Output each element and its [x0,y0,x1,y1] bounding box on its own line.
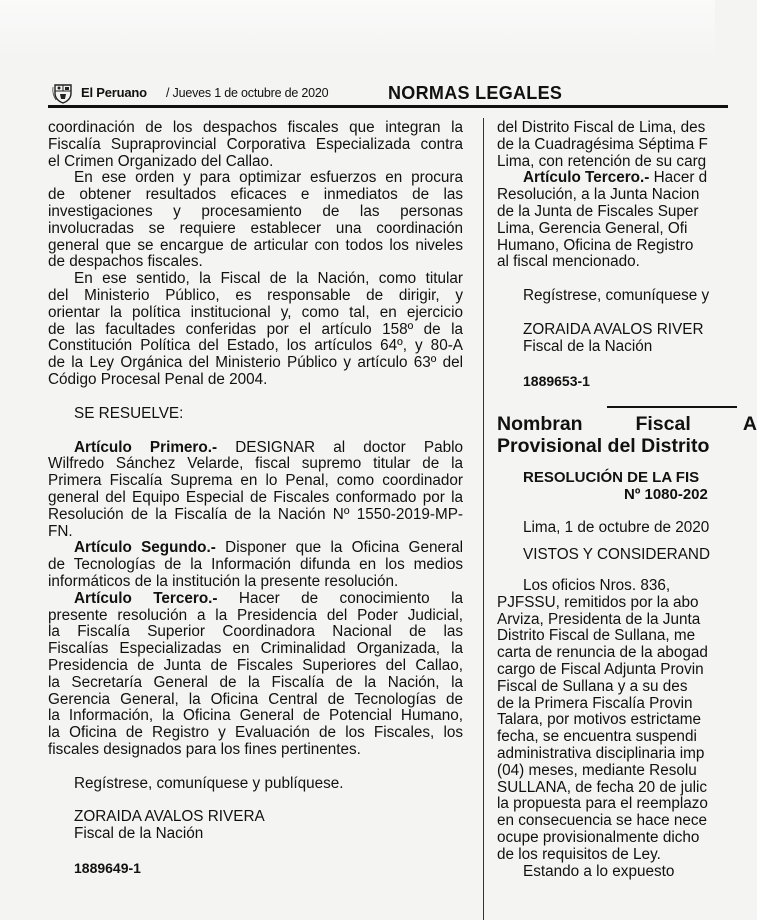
signer-name: ZORAIDA AVALOS RIVERA [74,808,265,826]
text-line: Estando a lo expuesto [523,862,675,880]
article-tercero [497,170,737,271]
text-line: Arviza, Presidenta de la Junta [497,610,701,628]
text-line: la Secretaría General de la Fiscalía de la Nación, la [48,673,463,691]
text-line: Fiscal de Sullana y a su des [497,677,688,695]
text-line: el Crimen Organizado del Callao. [48,152,274,170]
text-line: Humano, Oficina de Registro [497,236,694,254]
text-line: de la Ley Orgánica del Ministerio Público y artículo 63º del [48,354,463,372]
article-primero [48,440,463,541]
spacer [497,305,737,322]
spacer [497,503,737,520]
paragraph-orden [48,170,463,271]
spacer [497,564,737,578]
text-line: Resolución, a la Junta Nacion [497,186,700,204]
text-line: la propuesta para el reemplazo [497,795,708,813]
text-line: Wilfredo Sánchez Velarde, fiscal supremo titular de la [48,455,463,473]
article-label: Artículo Tercero.- [74,589,218,607]
text-line: de los requisitos de Ley. [497,845,661,863]
paragraph-oficios [497,578,737,864]
text-line: Fiscalías Especializadas en Criminalidad Organizada, la [48,640,463,658]
text-line: orientar la política institucional y, como tal, en ejercicio [48,303,463,321]
closing-formula: Regístrese, comuníquese y publíquese. [74,774,344,792]
article-segundo [48,540,463,590]
publication-code: 1889653-1 [523,372,590,389]
text-line: Lima, con retención de su carg [497,152,707,170]
text-line: de Tecnologías de la Información difunda en los medios [48,556,463,574]
text-line: Los oficios Nros. 836, [523,576,671,594]
text-line: del Distrito Fiscal de Lima, des [497,119,706,136]
text-line: coordinación de los despachos fiscales que integran la [48,119,463,136]
text-line: Lima, Gerencia General, Ofi [497,219,688,237]
publication-code: 1889649-1 [74,860,141,877]
spacer [48,759,463,776]
text-line: Gerencia General, la Oficina Central de Tecnologías de [48,690,463,708]
spacer [48,423,463,440]
text-line: investigaciones y procesamiento de las personas [48,202,463,220]
text-line: general del Equipo Especial de Fiscales conformado por la [48,488,463,506]
text-line: ocupe provisionalmente dicho [497,828,700,846]
text-line: la Fiscalía Superior Coordinadora Nacional de las [48,623,463,641]
article-label: Artículo Tercero.- [523,169,650,187]
text-line [48,440,463,457]
article-label: Artículo Primero.- [74,438,218,456]
text-line: del Ministerio Público, es responsable de dirigir, y [48,286,463,304]
text-line: (04) meses, mediante Resolu [497,761,697,779]
publication-date: / Jueves 1 de octubre de 2020 [166,86,329,100]
resolution-title: RESOLUCIÓN DE LA FIS [523,469,700,487]
text-line: administrativa disciplinaria imp [497,744,705,762]
peru-coat-of-arms-icon [53,82,73,104]
text-line: Presidencia de Junta de Fiscales Superiores del Callao, [48,656,463,674]
signer-title: Fiscal de la Nación [523,337,653,355]
text-line: carta de renuncia de la abogad [497,644,708,662]
text-line: fiscales designados para los fines pertinentes. [48,740,361,758]
spacer [497,271,737,288]
signer-title: Fiscal de la Nación [74,825,204,843]
text-line: Código Procesal Penal de 2004. [48,370,268,388]
headline-line: Nombran Fiscal A [497,413,757,436]
text-line: Resolución de la Fiscalía de la Nación Nº 1550-2019-MP- [48,505,463,523]
resolution-date: Lima, 1 de octubre de 2020 [523,519,710,537]
text-line: en consecuencia se hace nece [497,812,708,830]
publication-name: El Peruano [81,85,147,100]
text-line: FN. [48,522,73,540]
closing-formula: Regístrese, comuníquese y [523,287,710,305]
headline-line: Provisional del Distrito [497,435,710,458]
text-line [497,170,737,187]
right-column [497,119,757,880]
article-text: DESIGNAR al doctor Pablo [217,438,463,456]
paragraph-continued [497,120,737,170]
text-line: PJFSSU, remitidos por la abo [497,593,699,611]
article-text: Hacer d [649,169,708,187]
header-rule [48,105,728,108]
article-text: Hacer de conocimiento la [217,589,463,607]
column-divider [483,118,484,920]
page-top-margin [0,0,715,60]
vistos-heading: VISTOS Y CONSIDERAND [523,546,711,564]
text-line [48,591,463,608]
left-column [48,120,463,877]
text-line: Distrito Fiscal de Sullana, me [497,627,696,645]
spacer [48,843,463,860]
text-line: la Información, la Oficina General de Potencial Humano, [48,707,463,725]
article-text: Disponer que la Oficina General [215,539,463,557]
text-line: al fiscal mencionado. [497,253,640,271]
text-line: de despachos fiscales. [48,253,203,271]
article-tercero [48,591,463,759]
article-label: Artículo Segundo.- [74,539,216,557]
text-line: SULLANA, de fecha 20 de julic [497,778,708,796]
text-line: involucradas se requiere establecer una coordinación [48,219,463,237]
spacer [497,457,737,469]
text-line: la Oficina de Registro y Evaluación de los Fiscales, los [48,724,463,742]
text-line: de la Junta de Fiscales Super [497,202,699,220]
text-line: de la Cuadragésima Séptima F [497,135,708,153]
text-line: general que se encargue de articular con todos los niveles [48,236,463,254]
paragraph-sentido [48,271,463,389]
text-line: de las facultades conferidas por el artículo 158º de la [48,320,463,338]
text-line: fecha, se encuentra suspendi [497,728,697,746]
spacer [48,792,463,809]
spacer [497,356,737,373]
text-line: informáticos de la institución la presente resolución. [48,572,399,590]
text-line: En ese sentido, la Fiscal de la Nación, como titular [74,270,463,288]
text-line: de la Primera Fiscalía Provin [497,694,693,712]
text-line: En ese orden y para optimizar esfuerzos en procura [74,169,463,187]
se-resuelve: SE RESUELVE: [74,404,184,422]
signer-name: ZORAIDA AVALOS RIVER [523,320,704,338]
text-line: Fiscalía Supraprovincial Corporativa Especializada contra [48,135,463,153]
text-line: Constitución Política del Estado, los artículos 64º, y 80-A [48,337,463,355]
text-line: cargo de Fiscal Adjunta Provin [497,660,704,678]
text-line: de obtener resultados eficaces e inmediatos de las [48,186,463,204]
page-header [48,80,728,106]
text-line: presente resolución a la Presidencia del Poder Judicial, [48,606,463,624]
spacer [48,389,463,406]
text-line [48,540,463,557]
resolution-number: Nº 1080-202 [624,486,708,504]
section-title: NORMAS LEGALES [388,83,563,103]
paragraph-intro [48,120,463,170]
text-line: Primera Fiscalía Suprema en lo Penal, como coordinador [48,472,463,490]
text-line: Talara, por motivos estrictame [497,711,702,729]
